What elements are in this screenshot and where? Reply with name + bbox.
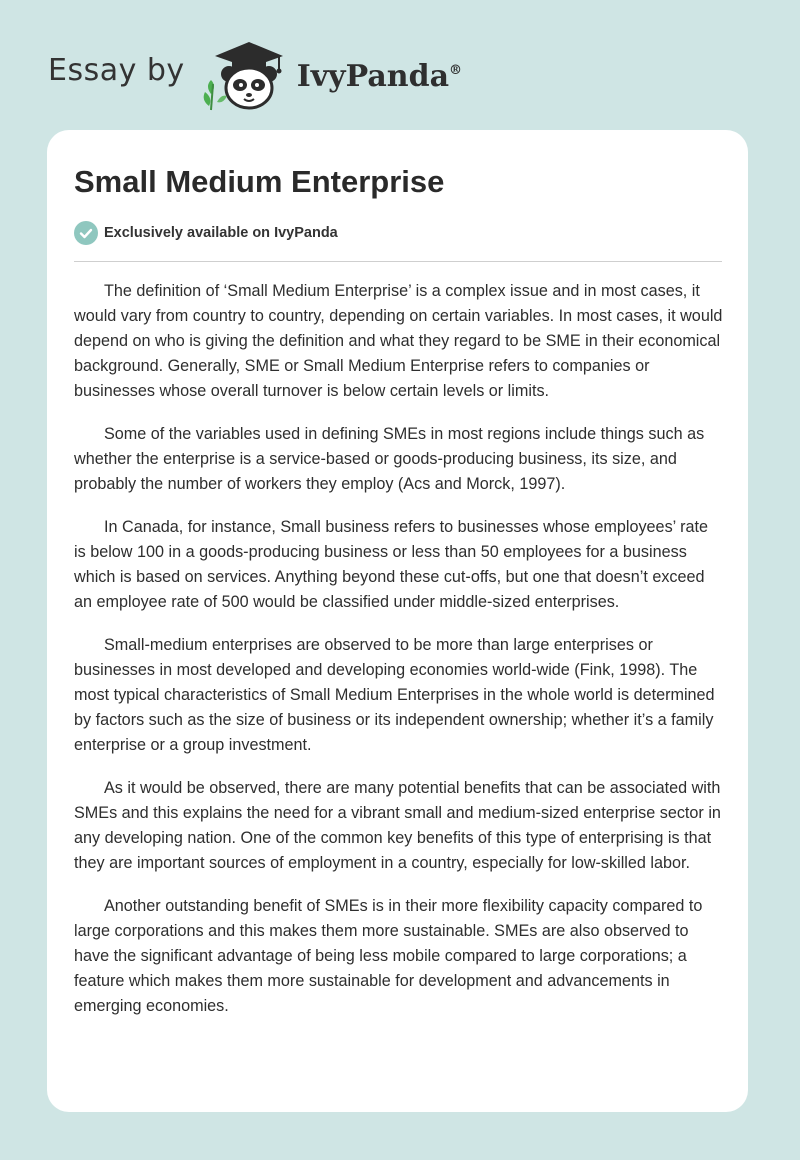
panda-graduate-icon[interactable]	[199, 36, 291, 112]
divider	[74, 261, 722, 262]
check-circle-icon	[74, 221, 98, 245]
article-body	[74, 279, 724, 1037]
essay-by-label: Essay by	[48, 52, 185, 88]
brand-text: IvyPanda	[296, 58, 450, 94]
page-title: Small Medium Enterprise	[74, 164, 445, 199]
essay-card	[47, 130, 748, 1112]
site-header	[48, 34, 462, 114]
paragraph: The definition of ‘Small Medium Enterprise’ is a complex issue and in most cases, it would vary from country to country, depending on certain variables. In most cases, it would depend on who is giving the definition and what they regard to be SME in their economical background. Generally, SME or Small Medium Enterprise refers to companies or businesses whose overall turnover is below certain levels or limits.	[74, 282, 723, 400]
paragraph: Another outstanding benefit of SMEs is in their more flexibility capacity compared to large corporations and this makes them more sustainable. SMEs are also observed to have the significant advantage of being less mobile compared to large corporations; a feature which makes them more sustainable for development and advancements in emerging economies.	[74, 897, 703, 1015]
paragraph: In Canada, for instance, Small business refers to businesses whose employees’ rate is below 100 in a goods-producing business or less than 50 employees for a business which is based on services. Anything beyond these cut-offs, but one that doesn’t exceed an employee rate of 500 would be classified under middle-sized enterprises.	[74, 518, 709, 611]
paragraph: As it would be observed, there are many potential benefits that can be associated with SMEs and this explains the need for a vibrant small and medium-sized enterprise sector in any developing nation. One of the common key benefits of this type of enterprising is that they are important sources of employment in a country, especially for low-skilled labor.	[74, 779, 721, 872]
paragraph: Some of the variables used in defining SMEs in most regions include things such as whether the enterprise is a service-based or goods-producing business, its size, and probably the number of workers they employ (Acs and Morck, 1997).	[74, 425, 705, 493]
exclusive-badge	[74, 221, 338, 245]
registered-mark: ®	[449, 62, 463, 78]
paragraph: Small-medium enterprises are observed to be more than large enterprises or businesses in most developed and developing economies world-wide (Fink, 1998). The most typical characteristics of Small Medium Enterprises in the whole world is determined by factors such as the size of business or its independent ownership; whether it’s a family enterprise or a group investment.	[74, 636, 715, 754]
exclusive-label: Exclusively available on IvyPanda	[104, 225, 338, 241]
brand-name[interactable]	[297, 59, 462, 94]
